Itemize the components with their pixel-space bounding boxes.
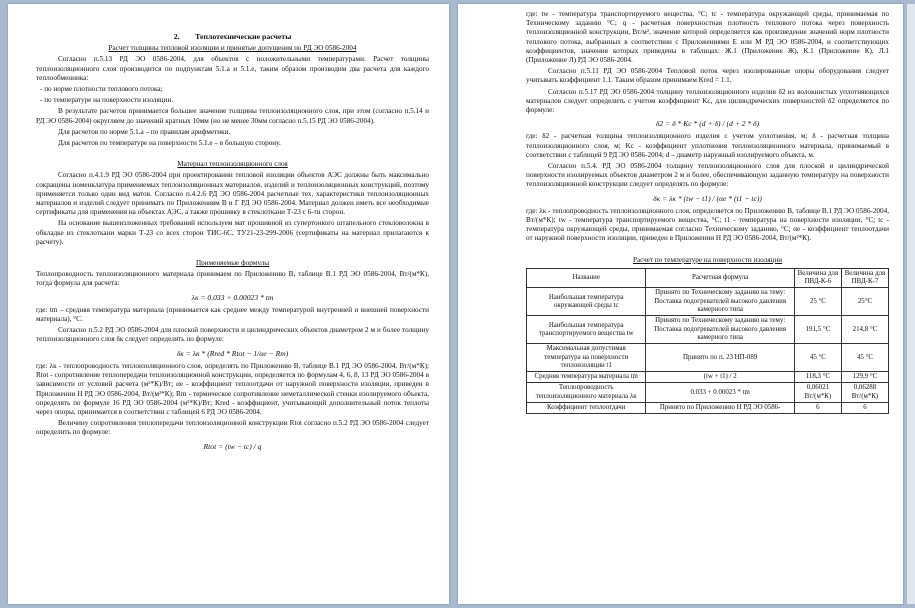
paragraph: Согласно п.5.13 РД ЭО 0586-2004, для объектов с положительными температурами. Расчет толщины теплоизоляционного слоя производится по подпунктам 5.1.а и 5.1.е, таким образом производим два расчета для каждого теплообменника: xyxy=(36,55,429,82)
table-cell: Принято по Техническому заданию на тему: Поставка подогревателей высокого давления камерного типа xyxy=(646,316,794,344)
paragraph: Величину сопротивления теплопередачи теплоизоляционной конструкции Rtot согласно п.5.2 РД ЭО 0586-2004 следует определить по формуле: xyxy=(36,419,429,437)
paragraph: Согласно п.5.11 РД ЭО 0586-2004 Тепловой поток через изолированные опоры оборудования следует учитывать коэффициент 1.1. Таким образом принимаем Kred = 1.1. xyxy=(526,67,889,85)
table-header-cell: Название xyxy=(527,268,646,288)
table-cell: (tw + t1) / 2 xyxy=(646,372,794,383)
table-header-cell: Расчетная формула xyxy=(646,268,794,288)
section-title: 2. Теплотехнические расчеты xyxy=(173,32,292,41)
table-row xyxy=(527,344,889,372)
table-row xyxy=(527,288,889,316)
table-cell: 25°С xyxy=(841,288,888,316)
subsection-title-thickness: Расчет толщины тепловой изоляции и принятые допущения по РД ЭО 0586-2004 xyxy=(108,44,357,53)
paragraph: где: λк - теплопроводность теплоизоляционного слоя, определять по Приложению В, таблице В.1 РД ЭО 0586-2004, Вт/(м*К); Rtot - сопротивление теплопередачи теплоизоляционной конструкции, определяется по формулам 4, 6, 8, 13 РД ЭО 0586-2004 в зависимости от условий расчета (м²*К)/Вт; αe - коэффициент теплоотдачи от наружной поверхности изоляции, приведен в Приложении Н РД ЭО 0586-2004, Вт/(м²*К); Rm - термическое сопротивление неметаллической стенки изолируемого объекта, определять по формуле 16 РД ЭО 0586-2004 (м²*К)/Вт; Kred - коэффициент, учитывающий дополнительный поток теплоты через опоры, принимается в соответствии с таблицей 6 РД ЭО 0586-2004. xyxy=(36,361,429,416)
subsection-title-formulas: Применяемые формулы xyxy=(195,259,270,268)
paragraph: В результате расчетов принимается большее значение толщины теплоизоляционного слоя, при этом (согласно п.5.14 и РД ЭО 0586-2004) округляем до значений кратных 10мм (но не менее 30мм согласно п.5.15 РД ЭО 0586-2004). xyxy=(36,107,429,125)
table-cell: 214,8 °С xyxy=(841,316,888,344)
paragraph: Теплопроводность теплоизоляционного материала принимаем по Приложению В, таблице В.1 РД ЭО 0586-2004, Вт/(м*К), тогда формула для расчета: xyxy=(36,270,429,288)
table-cell: 45 °С xyxy=(841,344,888,372)
table-cell: Принято по Техническому заданию на тему: Поставка подогревателей высокого давления камерного типа xyxy=(646,288,794,316)
formula-thickness: δк = λк * (Rred * Rtot − 1/αe − Rm) xyxy=(176,348,289,358)
table-caption: Расчет по температуре на поверхности изоляции xyxy=(632,255,783,264)
table-cell: Максимальная допустимая температура на поверхности теплоизоляции t1 xyxy=(527,344,646,372)
table-header-row xyxy=(527,268,889,288)
paragraph: Согласно п.5.17 РД ЭО 0586-2004 толщину теплоизоляционного изделия δ2 из волокнистых уплотняющихся материалов следует определить с учетом коэффициент Kc, для цилиндрических поверхностей δ2 определяется по формуле: xyxy=(526,87,889,115)
table-row xyxy=(527,316,889,344)
formula-resistance: Rtot = (tw − tc) / q xyxy=(203,441,262,451)
paragraph: где: tw - температура транспортируемого вещества, °С; tc - температура окружающей среды, принимаемая по Техническому заданию °С; q - расчетная поверхностная плотность теплового потока через поверхность теплоизоляционной конструкции, Вт/м², значение которой определяется как произведение значений норм плотности теплового потока, выбранных в соответствии с Приложениями Е или М РД ЭО 0586-2004, и соответствующих коэффициентов, значения которых приведены в таблицах: Ж.1 (Приложение Ж), К.1 (Приложение К), Л.1 (Приложение Л) РД ЭО 0586-2004. xyxy=(526,10,889,65)
table-cell: Принято по п. 23 НП-089 xyxy=(646,344,794,372)
table-row xyxy=(527,383,889,403)
list-item: - по норме плотности теплового потока; xyxy=(40,85,163,94)
document-page-2 xyxy=(458,4,903,604)
table-cell: Средняя температура материала tm xyxy=(527,372,646,383)
table-cell: 118,3 °С xyxy=(794,372,841,383)
table-cell: Коэффициент теплоотдачи xyxy=(527,403,646,414)
table-cell: 6 xyxy=(794,403,841,414)
paragraph: где: tm – средняя температура материала (принимается как среднее между температурой внутренней и внешней поверхности материала), °С. xyxy=(36,305,429,324)
page-1-content xyxy=(36,32,429,455)
vertical-scrollbar[interactable] xyxy=(907,4,915,604)
list-item: - по температуре на поверхности изоляции. xyxy=(40,96,174,105)
table-cell: 45 °С xyxy=(794,344,841,372)
formula-compressed-thickness: δ2 = δ * Kc * (d + δ) / (d + 2 * δ) xyxy=(655,119,760,129)
formula-surface-temperature: δк = λк * (tw − t1) / (αe * (t1 − tc)) xyxy=(653,193,762,203)
paragraph: Согласно п.5.2 РД ЭО 0586-2004 для плоской поверхности и цилиндрических объектов диаметром 2 м и более толщину теплоизоляционного слоя δк следует определять по формуле: xyxy=(36,326,429,344)
table-row xyxy=(527,372,889,383)
paragraph: Для расчетов по температуре на поверхности 5.1.е – в большую сторону. xyxy=(58,139,281,148)
table-row xyxy=(527,403,889,414)
table-cell: 191,5 °С xyxy=(794,316,841,344)
table-header-cell: Величина для ПВД-К-7 xyxy=(841,268,888,288)
document-page-1 xyxy=(8,4,449,604)
paragraph: На основание вышеизложенных требований используем мат прошивной из супертонкого штапельного стекловолокна в обкладке из стеклоткани марки Т-23 со всех сторон ТИС-6С, ТУ21-23-299-2006 (сертификаты на материал прилагаются к расчету). xyxy=(36,219,429,246)
table-cell: 129,9 °С xyxy=(841,372,888,383)
paragraph: Согласно п.4.1.9 РД ЭО 0586-2004 при проектировании тепловой изоляции объектов АЭС должны быть максимально сокращены номенклатура применяемых теплоизоляционных материалов, изделий и теплоизоляционных конструкций, поэтому применяется только один вид матов. Согласно п.4.2.6 РД ЭО 0586-2004 расчетные тех. характеристики теплоизоляционных материалов и изделий следует принимать по Приложениям В и Г РД ЭО 0586-2004. Материал должен иметь все необходимые сертификаты для применения на объектах АЭС, а также прошивку в стеклоткани Т-23 с 6-ти сторон. xyxy=(36,171,429,217)
table-cell: Наибольшая температура транспортируемого вещества tw xyxy=(527,316,646,344)
table-cell: 0,06288 Вт/(м*К) xyxy=(841,383,888,403)
table-header-cell: Величина для ПВД-К-6 xyxy=(794,268,841,288)
calculation-table xyxy=(526,268,889,414)
table-cell: 0,06021 Вт/(м*К) xyxy=(794,383,841,403)
table-cell: Принято по Приложению Н РД ЭО 0586- xyxy=(646,403,794,414)
page-2-content xyxy=(526,10,889,414)
formula-conductivity: λк = 0.033 + 0.00023 * tm xyxy=(191,292,274,302)
paragraph: где: δ2 - расчетная толщина теплоизоляционного изделия с учетом уплотнения, м; δ - расчетная толщина теплоизоляционного слоя, м; Kc - коэффициент уплотнения теплоизоляционного материала, принимаемый в соответствии с таблицей 9 РД ЭО 0586-2004; d – диаметр наружный изолируемого объекта, м. xyxy=(526,132,889,159)
paragraph: Согласно п.5.4. РД ЭО 0586-2004 толщину теплоизоляционного слоя для плоской и цилиндрической поверхности изолируемых объектов диаметром 2 м и более, обеспечивающую заданную температуру на поверхности теплоизоляционной конструкции следует определять по формуле: xyxy=(526,162,889,189)
subsection-title-material: Материал теплоизоляционного слоя xyxy=(177,160,288,169)
table-cell: 0.033 + 0.00023 * tm xyxy=(646,383,794,403)
table-cell: 6 xyxy=(841,403,888,414)
table-cell: Наибольшая температура окружающей среды tc xyxy=(527,288,646,316)
paragraph: Для расчетов по норме 5.1.а – по правилам арифметики. xyxy=(58,127,231,136)
paragraph: где: λк - теплопроводность теплоизоляционного слоя, определяется по Приложению В, таблице В.1 РД ЭО 0586-2004, Вт/(м*К); tw - температура транспортируемого вещества, °С; t1 - температура на поверхности изоляции, °С; tc - температура окружающей среды, принимаемая согласно Техническому заданию, °С; αe - коэффициент теплоотдачи от наружной поверхности изоляции, приведен в Приложении Н РД ЭО 0586-2004, Вт/(м²*К). xyxy=(526,206,889,243)
table-cell: Теплопроводность теплоизоляционного материала λк xyxy=(527,383,646,403)
table-cell: 25 °С xyxy=(794,288,841,316)
